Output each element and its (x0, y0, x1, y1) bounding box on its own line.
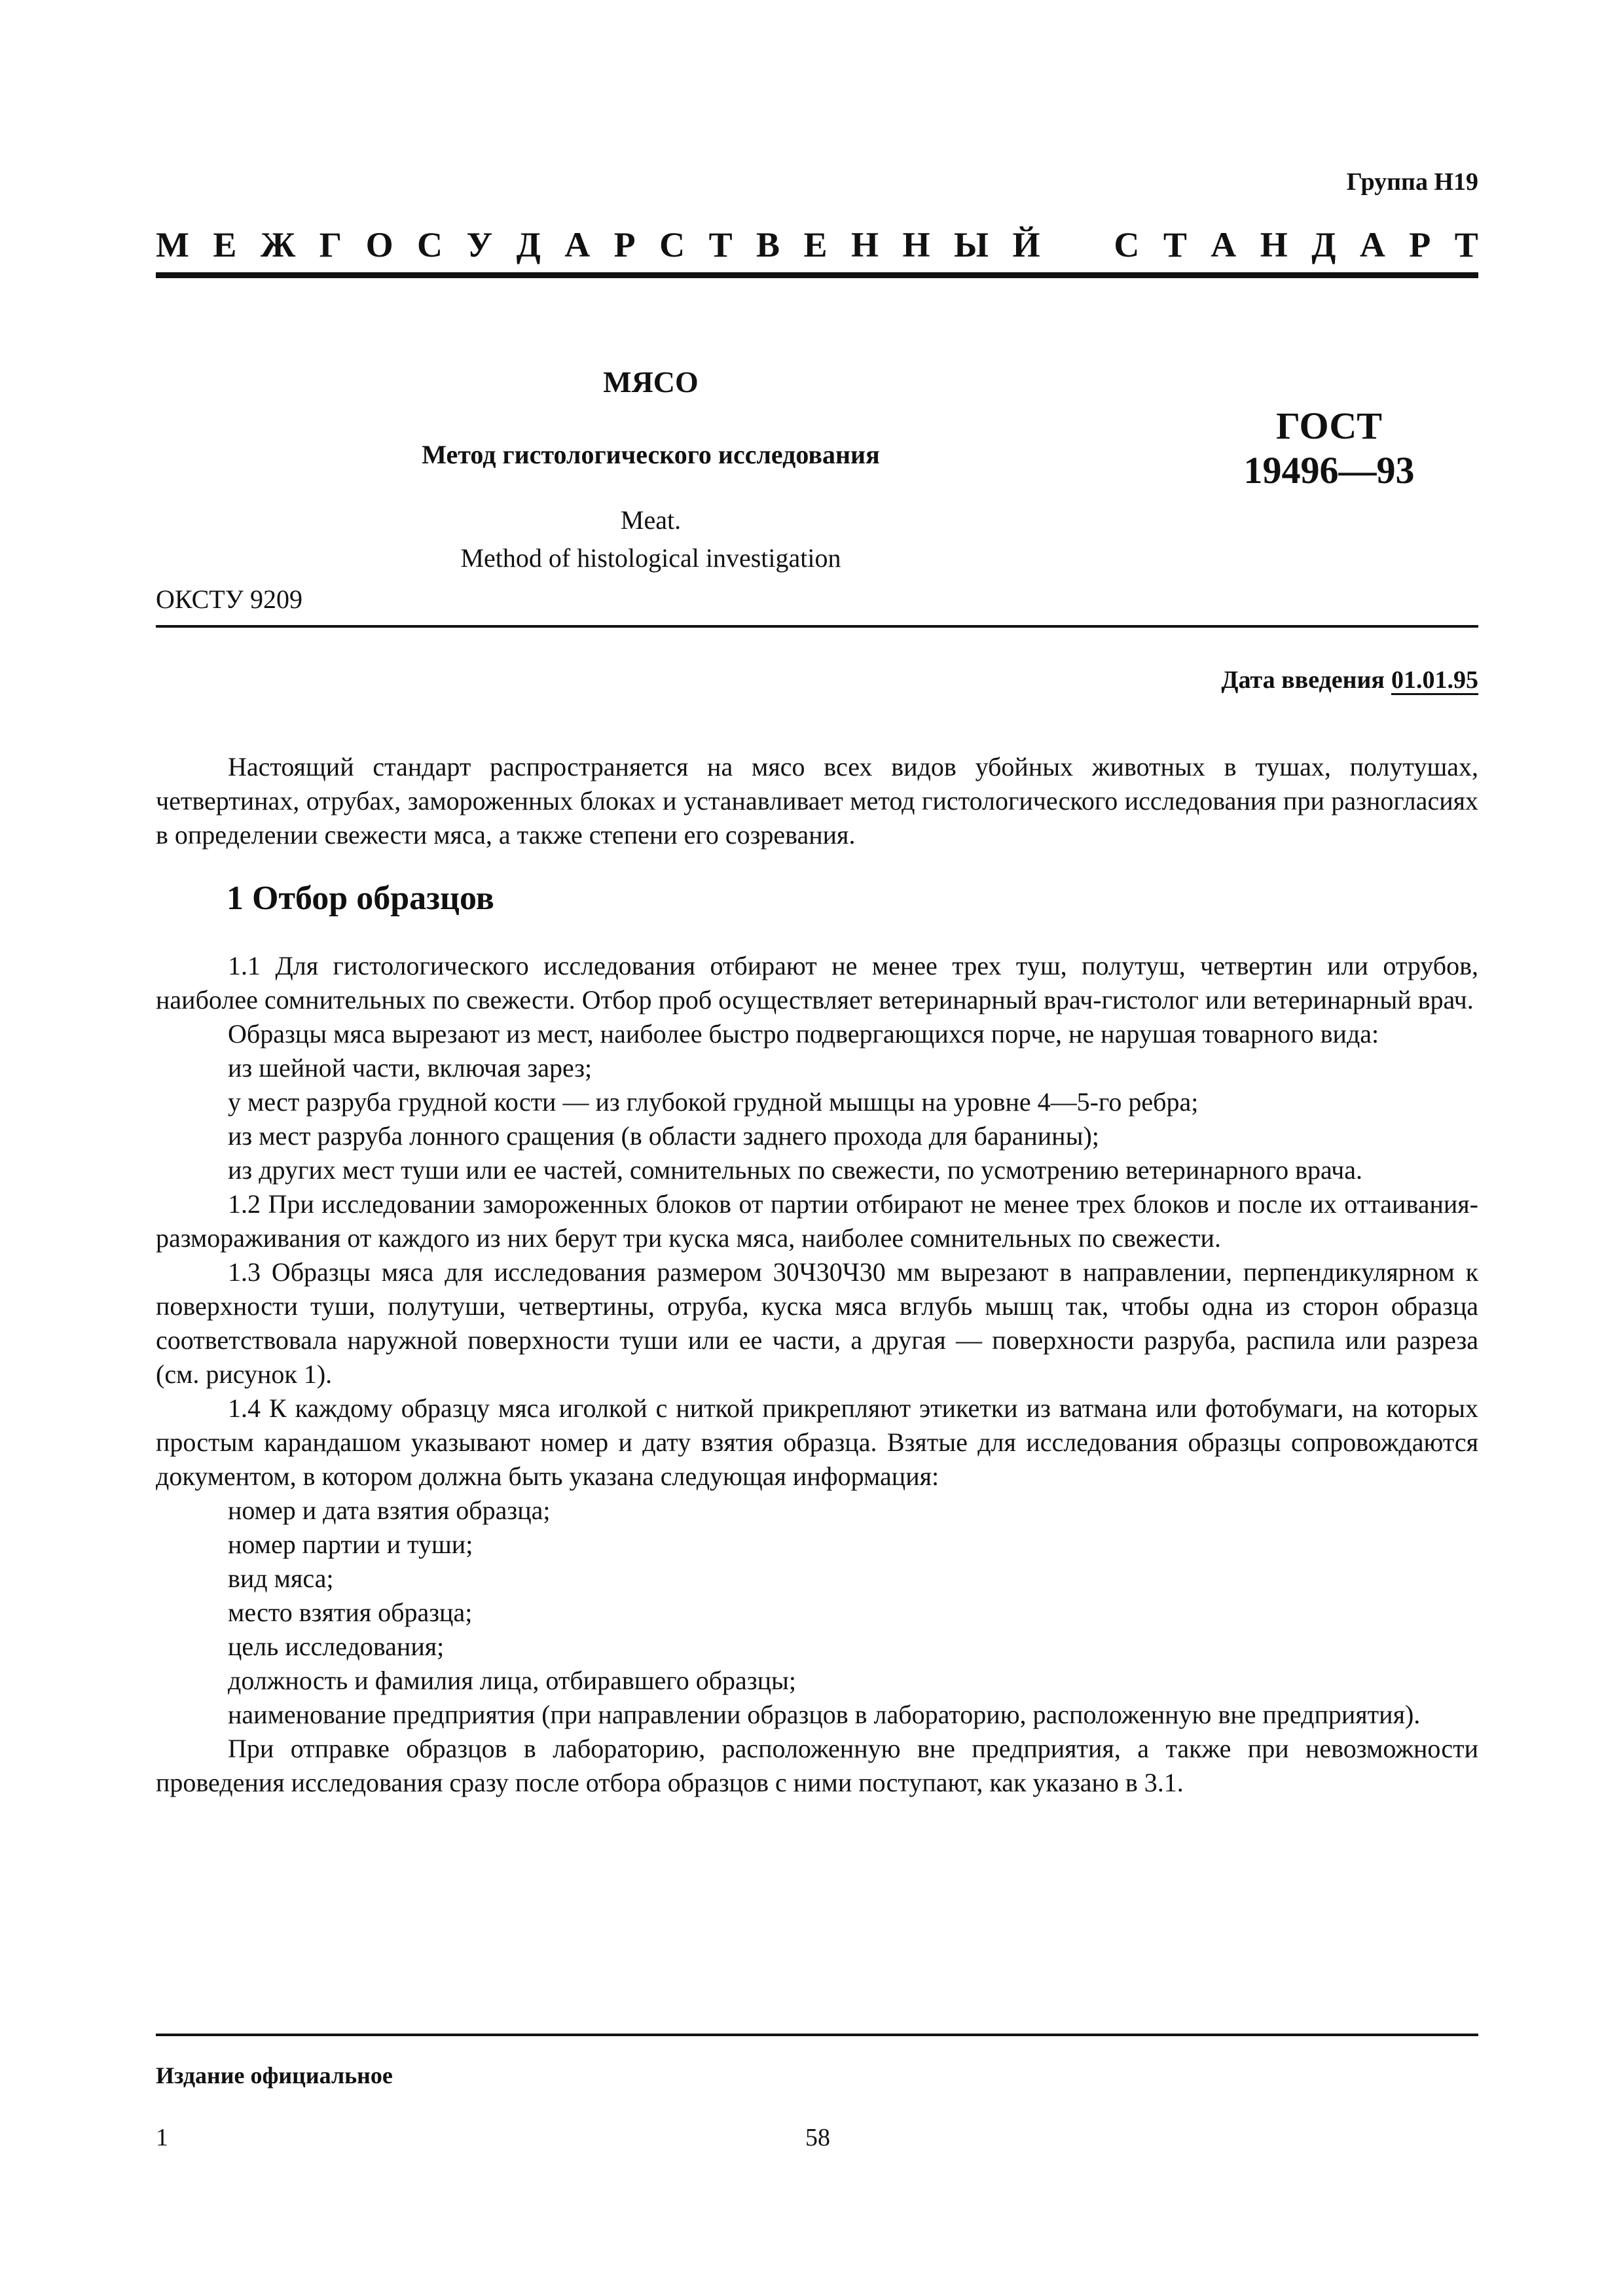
header-rule (156, 272, 1478, 278)
intro-paragraph: Настоящий стандарт распространяется на мясо всех видов убойных животных в тушах, полутушах, четвертинах, отрубах, замороженных блоках и устанавливает метод гистологического исследования при разногласиях в определении свежести мяса, а также степени его созревания. (156, 752, 1478, 850)
info-item: номер и дата взятия образца; (228, 1496, 551, 1525)
banner-letter: Т (708, 225, 733, 264)
footer-rule (156, 2034, 1478, 2036)
info-item: место взятия образца; (228, 1598, 473, 1627)
place-item: из шейной части, включая зарез; (228, 1053, 593, 1083)
document-title: МЯСО (603, 365, 699, 399)
banner-letter: В (756, 225, 780, 264)
clause-1-1: 1.1 Для гистологического исследования отбирают не менее трех туш, полутуш, четвертин или отрубов, наиболее сомнительных по свежести. Отбор проб осуществляет ветеринарный врач-гистолог или ветеринарный врач. (156, 951, 1478, 1014)
banner-letter: Р (1409, 225, 1431, 264)
banner-letter: О (365, 225, 393, 264)
clause-1-2: 1.2 При исследовании замороженных блоков от партии отбирают не менее трех блоков и после их оттаивания-размораживания от каждого из них берут три куска мяса, наиболее сомнительных по свежести. (156, 1189, 1478, 1253)
clause-1-3: 1.3 Образцы мяса для исследования размером 30Ч30Ч30 мм вырезают в направлении, перпендикулярном к поверхности туши, полутуши, четвертины, отруба, куска мяса вглубь мышц так, чтобы одна из сторон образца соответствовала наружной поверхности туши или ее части, а другая — поверхности разруба, распила или разреза (см. рисунок 1). (156, 1257, 1478, 1389)
english-title-line-2: Method of histological investigation (460, 543, 841, 573)
banner-letter: С (659, 225, 685, 264)
banner-letter: Д (1311, 225, 1336, 264)
english-title-line-1: Meat. (620, 505, 682, 535)
banner-letter: Н (851, 225, 879, 264)
banner-letter: Ы (953, 225, 989, 264)
place-item: у мест разруба грудной кости — из глубокой грудной мышцы на уровне 4—5-го ребра; (228, 1087, 1199, 1117)
intro-date-label: Дата введения (1221, 666, 1385, 694)
info-item: цель исследования; (228, 1632, 445, 1661)
official-edition-label: Издание официальное (156, 2062, 393, 2089)
banner-letter: Е (803, 225, 828, 264)
banner-letter: Г (319, 225, 342, 264)
banner-letter: А (1211, 225, 1237, 264)
info-item: номер партии и туши; (228, 1530, 473, 1559)
interstate-standard-banner (156, 221, 1478, 268)
info-item: наименование предприятия (при направлении образцов в лабораторию, расположенную вне предприятия). (228, 1700, 1421, 1729)
gost-code: 19496—93 (1243, 449, 1415, 492)
page-number: 58 (805, 2124, 830, 2151)
clause-1-4: 1.4 К каждому образцу мяса иголкой с ниткой прикрепляют этикетки из ватмана или фотобумаги, на которых простым карандашом указывают номер и дату взятия образца. Взятые для исследования образцы сопровождаются документом, в котором должна быть указана следующая информация: (156, 1393, 1478, 1491)
banner-letter: Д (516, 225, 541, 264)
place-item: из других мест туши или ее частей, сомнительных по свежести, по усмотрению ветеринарного врача. (228, 1155, 1363, 1185)
banner-letter: Е (213, 225, 237, 264)
banner-letter: С (417, 225, 443, 264)
banner-letter: У (466, 225, 493, 264)
banner-letter: Т (1454, 225, 1478, 264)
title-block (156, 359, 1146, 577)
gost-number (1198, 404, 1460, 493)
intro-date (1221, 666, 1478, 694)
okstu-code: ОКСТУ 9209 (156, 584, 303, 614)
banner-letter: А (1359, 225, 1385, 264)
banner-letter: Й (1012, 225, 1040, 264)
info-item: вид мяса; (228, 1564, 334, 1593)
title-rule (156, 625, 1478, 628)
clause-1-1-places-intro: Образцы мяса вырезают из мест, наиболее быстро подвергающихся порче, не нарушая товарного вида: (228, 1019, 1379, 1049)
banner-letter: А (564, 225, 591, 264)
banner-letter: Н (902, 225, 930, 264)
banner-letter: Р (613, 225, 636, 264)
place-item: из мест разруба лонного сращения (в области заднего прохода для баранины); (228, 1121, 1099, 1151)
group-code: Группа Н19 (1346, 168, 1478, 196)
banner-letter: Н (1260, 225, 1288, 264)
english-title (156, 501, 1146, 577)
banner-letter: С (1114, 225, 1140, 264)
gost-label: ГОСТ (1276, 404, 1382, 447)
banner-letter: М (156, 225, 189, 264)
closing-paragraph: При отправке образцов в лабораторию, расположенную вне предприятия, а также при невозможности проведения исследования сразу после отбора образцов с ними поступают, как указано в 3.1. (156, 1734, 1478, 1797)
document-body (156, 750, 1478, 1800)
info-item: должность и фамилия лица, отбиравшего образцы; (228, 1666, 797, 1695)
section-heading: 1 Отбор образцов (227, 880, 494, 917)
banner-letter: Ж (260, 225, 296, 264)
document-subtitle: Метод гистологического исследования (422, 440, 880, 469)
intro-date-value: 01.01.95 (1391, 666, 1478, 694)
banner-letter: Т (1163, 225, 1187, 264)
page-marker-left: 1 (156, 2124, 168, 2151)
